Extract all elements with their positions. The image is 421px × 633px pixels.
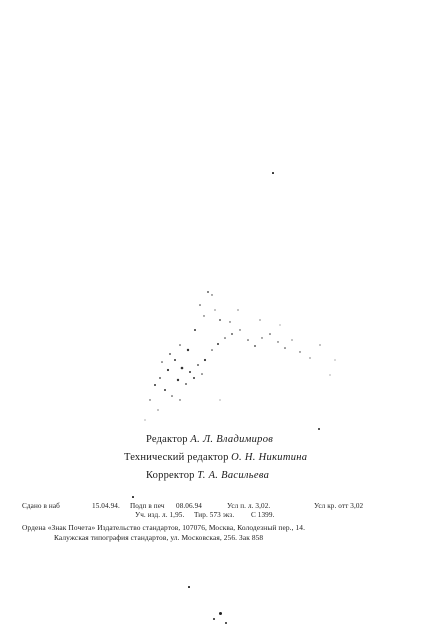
submitted-date: 15.04.94. — [92, 502, 120, 510]
printed-sheets: Усл п. л. 3,02. — [227, 502, 271, 510]
tech-editor-line — [124, 449, 307, 467]
speck-mark — [318, 428, 320, 430]
publisher-line-1: Ордена «Знак Почета» Издательство стандартов, 107076, Москва, Колодезный пер., 14. — [22, 523, 306, 532]
signed-date: 08.06.94 — [176, 502, 202, 510]
imprint-block — [22, 502, 402, 520]
imprint-row-1 — [22, 502, 402, 511]
tech-editor-role: Технический редактор — [124, 452, 229, 463]
signed-label: Подп в печ — [130, 502, 165, 510]
speck-mark — [219, 612, 222, 615]
speck-mark — [225, 622, 227, 624]
corrector-name: Т. А. Васильева — [197, 470, 270, 481]
order-number: С 1399. — [251, 511, 275, 519]
editor-name: А. Л. Владимиров — [190, 434, 274, 445]
publisher-block — [22, 523, 412, 543]
imprint-row-2 — [22, 511, 402, 520]
scan-noise-blot — [120, 250, 360, 440]
color-prints: Усл кр. отт 3,02 — [314, 502, 364, 510]
editor-role: Редактор — [146, 434, 188, 445]
submitted-label: Сдано в наб — [22, 502, 60, 510]
tech-editor-name: О. Н. Никитина — [231, 452, 308, 463]
editorial-credits — [124, 431, 308, 485]
speck-mark — [132, 496, 134, 498]
speck-mark — [188, 586, 190, 588]
publisher-line-2: Калужская типография стандартов, ул. Московская, 256. Зак 858 — [54, 533, 264, 542]
editor-line — [146, 431, 307, 449]
speck-mark — [272, 172, 274, 174]
print-run: Тир. 573 экз. — [194, 511, 235, 519]
publisher-sheets: Уч. изд. л. 1,95. — [135, 511, 185, 519]
speck-mark — [213, 618, 215, 620]
corrector-line — [146, 467, 307, 485]
corrector-role: Корректор — [146, 470, 195, 481]
